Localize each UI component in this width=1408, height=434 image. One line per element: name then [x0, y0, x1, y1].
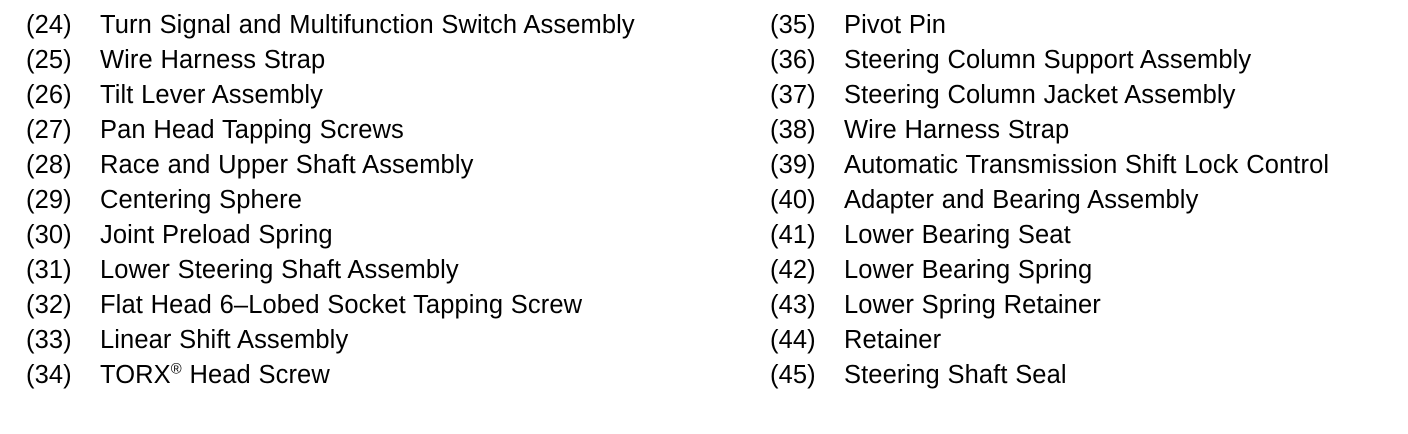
- item-label: Lower Bearing Seat: [844, 221, 1071, 249]
- item-label: Flat Head 6–Lobed Socket Tapping Screw: [100, 291, 583, 319]
- item-label: Wire Harness Strap: [844, 116, 1070, 144]
- list-item: [770, 183, 1408, 218]
- item-label: Pivot Pin: [844, 11, 947, 39]
- legend-column-right: [740, 8, 1408, 393]
- registered-trademark-icon: ®: [170, 361, 182, 378]
- list-item: [26, 288, 740, 323]
- item-label: Lower Bearing Spring: [844, 256, 1093, 284]
- item-number: (38): [770, 116, 816, 144]
- list-item: [26, 43, 740, 78]
- list-item: [26, 148, 740, 183]
- item-label: Tilt Lever Assembly: [100, 81, 324, 109]
- item-number: (35): [770, 11, 816, 39]
- item-number: (36): [770, 46, 816, 74]
- item-label: Retainer: [844, 326, 942, 354]
- item-label: Adapter and Bearing Assembly: [844, 186, 1199, 214]
- item-number: (25): [26, 46, 72, 74]
- item-label: Lower Spring Retainer: [844, 291, 1101, 319]
- item-number: (43): [770, 291, 816, 319]
- list-item: [26, 8, 740, 43]
- item-number: (41): [770, 221, 816, 249]
- item-label: Centering Sphere: [100, 186, 302, 214]
- item-number: (45): [770, 361, 816, 389]
- item-label: Turn Signal and Multifunction Switch Assembly: [100, 11, 635, 39]
- list-item: [770, 113, 1408, 148]
- item-label: Steering Column Jacket Assembly: [844, 81, 1236, 109]
- item-label: Lower Steering Shaft Assembly: [100, 256, 459, 284]
- list-item: [26, 358, 740, 393]
- item-label-text-tail: Head Screw: [181, 361, 330, 389]
- list-item: [26, 218, 740, 253]
- list-item: [26, 253, 740, 288]
- item-label: Joint Preload Spring: [100, 221, 333, 249]
- item-label: Wire Harness Strap: [100, 46, 326, 74]
- list-item: [770, 148, 1408, 183]
- item-number: (39): [770, 151, 816, 179]
- item-number: (33): [26, 326, 72, 354]
- item-number: (34): [26, 361, 72, 389]
- list-item: [770, 43, 1408, 78]
- list-item: [770, 253, 1408, 288]
- item-label: [100, 358, 740, 393]
- list-item: [26, 78, 740, 113]
- list-item: [26, 183, 740, 218]
- item-label: Steering Shaft Seal: [844, 361, 1067, 389]
- list-item: [770, 8, 1408, 43]
- list-item: [770, 78, 1408, 113]
- item-number: (31): [26, 256, 72, 284]
- item-label: Steering Column Support Assembly: [844, 46, 1252, 74]
- legend-columns: [0, 8, 1408, 393]
- item-label-text: TORX: [100, 361, 171, 389]
- list-item: [770, 358, 1408, 393]
- item-number: (26): [26, 81, 72, 109]
- item-number: (27): [26, 116, 72, 144]
- list-item: [770, 218, 1408, 253]
- list-item: [26, 323, 740, 358]
- item-number: (28): [26, 151, 72, 179]
- item-number: (37): [770, 81, 816, 109]
- item-number: (42): [770, 256, 816, 284]
- legend-column-left: [0, 8, 740, 393]
- item-number: (24): [26, 11, 72, 39]
- item-label: Automatic Transmission Shift Lock Control: [844, 151, 1330, 179]
- item-number: (29): [26, 186, 72, 214]
- item-number: (40): [770, 186, 816, 214]
- item-label: Race and Upper Shaft Assembly: [100, 151, 474, 179]
- item-number: (44): [770, 326, 816, 354]
- item-label: Pan Head Tapping Screws: [100, 116, 404, 144]
- list-item: [770, 288, 1408, 323]
- list-item: [770, 323, 1408, 358]
- list-item: [26, 113, 740, 148]
- item-label: Linear Shift Assembly: [100, 326, 349, 354]
- item-number: (30): [26, 221, 72, 249]
- item-number: (32): [26, 291, 72, 319]
